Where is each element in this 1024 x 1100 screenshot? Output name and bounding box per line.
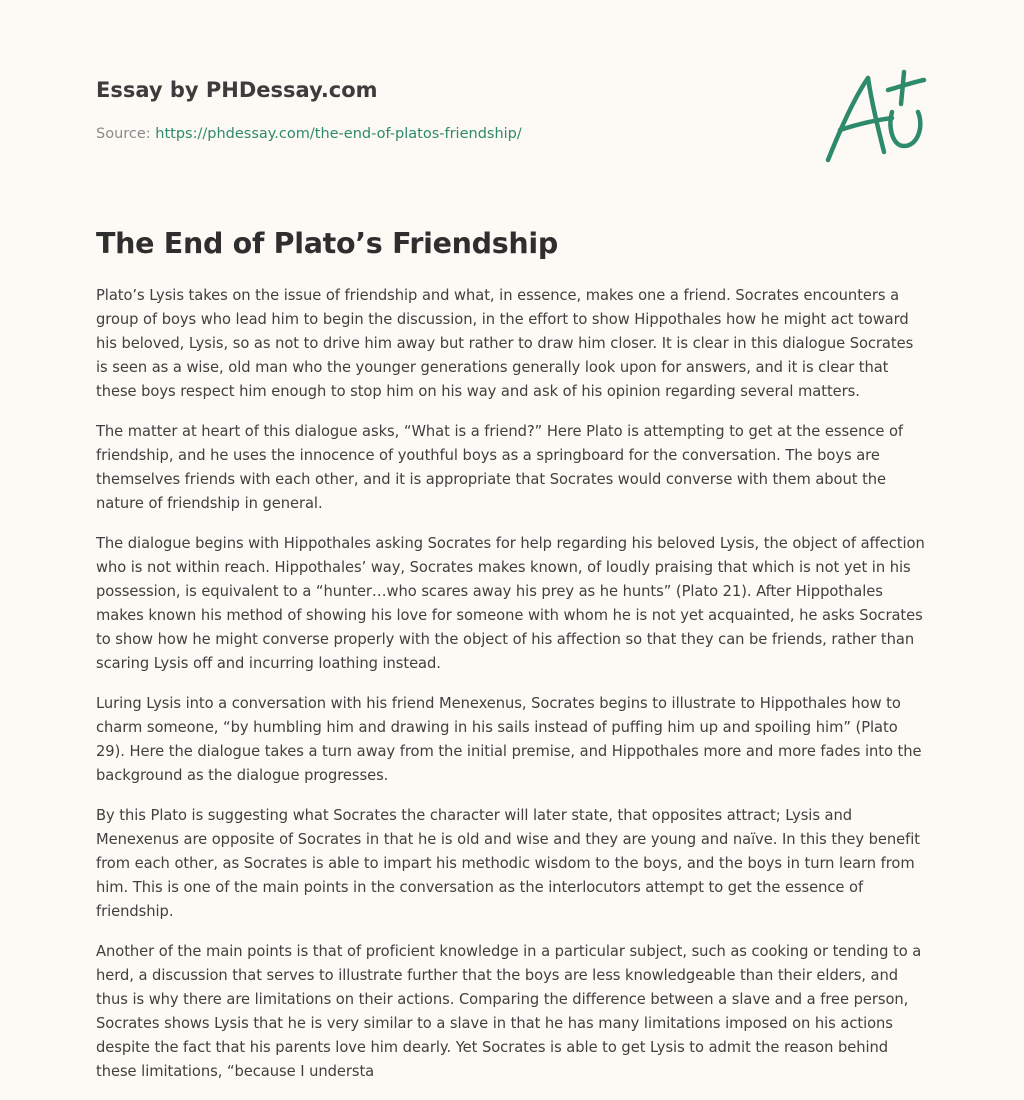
letter-a-crossbar (840, 118, 892, 130)
essay-paragraph: Plato’s Lysis takes on the issue of friendship and what, in essence, makes one a friend. Socrates encounters a group of boys who lead him to begin the discussion, in the effort to show Hippothales how he might act toward his beloved, Lysis, so as not to drive him away but rather to draw him closer. It is clear in this dialogue Socrates is seen as a wise, old man who the younger generations generally look upon for answers, and it is clear that these boys respect him enough to stop him on his way and ask of his opinion regarding several matters. (96, 287, 914, 400)
essay-body (96, 284, 926, 1100)
source-label: Source: (96, 126, 156, 142)
swirl-stroke (891, 112, 921, 146)
letter-a-left-stroke (828, 78, 868, 160)
essay-paragraph: By this Plato is suggesting what Socrates the character will later state, that opposites attract; Lysis and Menexenus are opposite of Socrates in that he is old and wise and they are young and naïve. In this they benefit from each other, as Socrates is able to impart his methodic wisdom to the boys, and the boys in turn learn from him. This is one of the main points in the conversation as the interlocutors attempt to get the essence of friendship. (96, 807, 920, 920)
source-line (96, 124, 796, 144)
letter-a-right-stroke (868, 78, 884, 152)
essay-paragraph: The matter at heart of this dialogue asks, “What is a friend?” Here Plato is attempting to get at the essence of friendship, and he uses the innocence of youthful boys as a springboard for the conversation. The boys are themselves friends with each other, and it is appropriate that Socrates would converse with them about the nature of friendship in general. (96, 423, 904, 512)
essay-paragraph: The dialogue begins with Hippothales asking Socrates for help regarding his beloved Lysis, the object of affection who is not within reach. Hippothales’ way, Socrates makes known, of loudly praising that which is not yet in his possession, is equivalent to a “hunter…who scares away his prey as he hunts” (Plato 21). After Hippothales makes known his method of showing his love for someone with whom he is not yet acquainted, he asks Socrates to show how he might converse properly with the object of his affection so that they can be friends, rather than scaring Lysis off and incurring loathing instead. (96, 535, 925, 672)
essay-paragraph: Luring Lysis into a conversation with his friend Menexenus, Socrates begins to illustrate to Hippothales how to charm someone, “by humbling him and drawing in his sails instead of puffing him up and spoiling him” (Plato 29). Here the dialogue takes a turn away from the initial premise, and Hippothales more and more fades into the background as the dialogue progresses. (96, 695, 922, 784)
source-link[interactable]: https://phdessay.com/the-end-of-platos-friendship/ (155, 126, 522, 142)
a-plus-grade-logo (818, 64, 930, 168)
essay-paragraph: Another of the main points is that of proficient knowledge in a particular subject, such as cooking or tending to a herd, a discussion that serves to illustrate further that the boys are less knowledgeable than their elders, and thus is why there are limitations on their actions. Comparing the difference between a slave and a free person, Socrates shows Lysis that he is very similar to a slave in that he has many limitations imposed on his actions despite the fact that his parents love him dearly. Yet Socrates is able to get Lysis to admit the reason behind these limitations, “because I understa (96, 943, 922, 1080)
page-header (96, 76, 796, 144)
plus-horizontal-stroke (888, 80, 924, 90)
site-brand: Essay by PHDessay.com (96, 78, 378, 102)
essay-title: The End of Plato’s Friendship (96, 227, 558, 260)
